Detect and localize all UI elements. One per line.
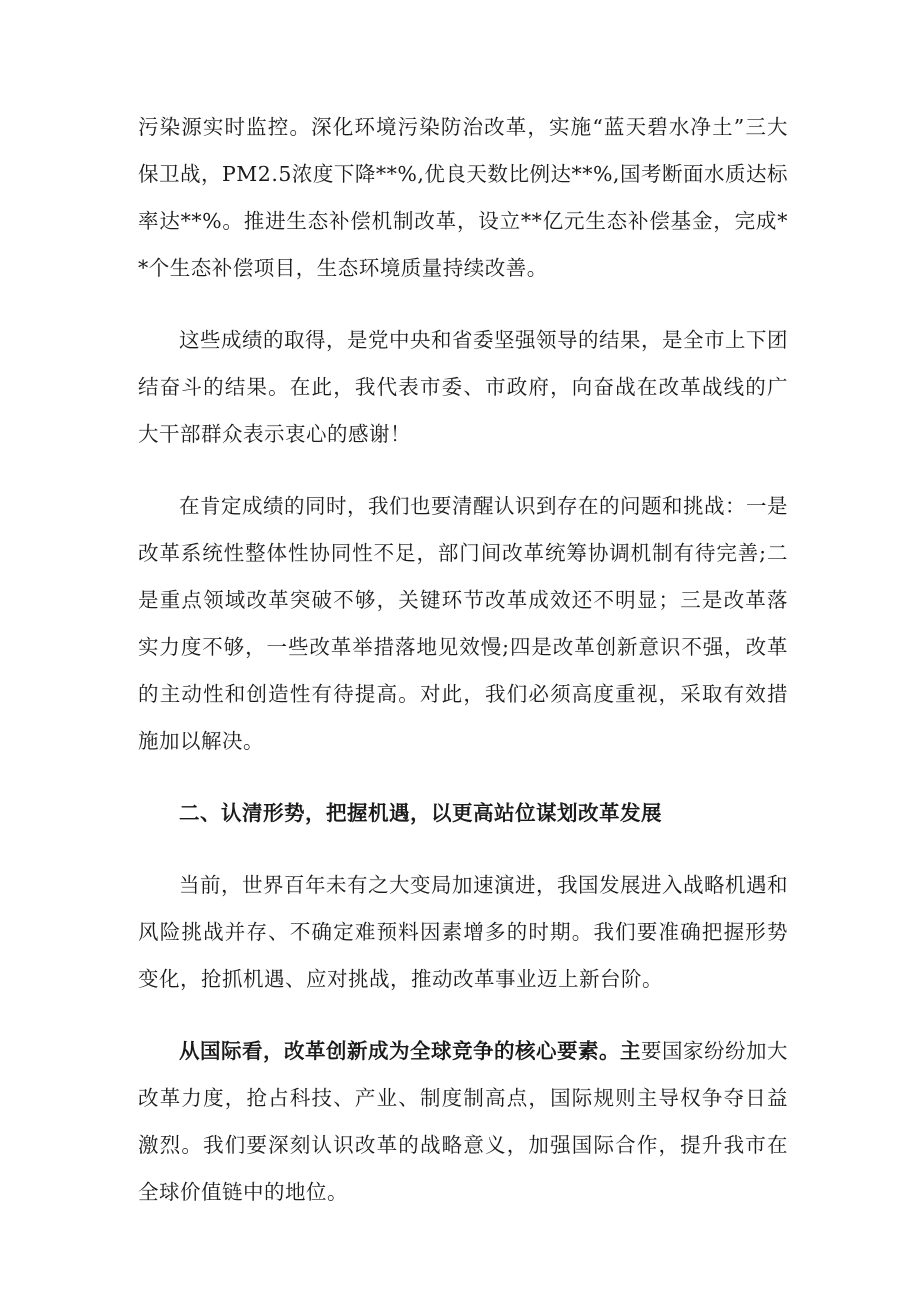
paragraph-body: 要国家纷纷加大改革力度，抢占科技、产业、制度制高点，国际规则主导权争夺日益激烈。我们要深刻认识改革的战略意义，加强国际合作，提升我市在全球价值链中的地位。	[138, 1039, 788, 1204]
document-page	[138, 104, 788, 1216]
section-heading-2: 二、认清形势，把握机遇，以更高站位谋划改革发展	[179, 801, 662, 825]
paragraph-problems-challenges: 在肯定成绩的同时，我们也要清醒认识到存在的问题和挑战：一是改革系统性整体性协同性不足，部门间改革统筹协调机制有待完善;二是重点领域改革突破不够，关键环节改革成效还不明显；三是改革落实力度不够，一些改革举措落地见效慢;四是改革创新意识不强，改革的主动性和创造性有待提高。对此，我们必须高度重视，采取有效措施加以解决。	[138, 494, 788, 753]
paragraph-current-situation: 当前，世界百年未有之大变局加速演进，我国发展进入战略机遇和风险挑战并存、不确定难预料因素增多的时期。我们要准确把握形势变化，抢抓机遇、应对挑战，推动改革事业迈上新台阶。	[138, 873, 788, 991]
paragraph-pollution-control: 污染源实时监控。深化环境污染防治改革，实施“蓝天碧水净土”三大保卫战，PM2.5浓度下降**%,优良天数比例达**%,国考断面水质达标率达**%。推进生态补偿机制改革，设立**亿元生态补偿基金，完成**个生态补偿项目，生态环境质量持续改善。	[138, 115, 788, 280]
paragraph-lead-bold: 从国际看，改革创新成为全球竞争的核心要素。主	[179, 1039, 641, 1063]
paragraph-achievements-thanks: 这些成绩的取得，是党中央和省委坚强领导的结果，是全市上下团结奋斗的结果。在此，我代表市委、市政府，向奋战在改革战线的广大干部群众表示衷心的感谢！	[138, 328, 788, 446]
paragraph-international-view	[138, 1028, 788, 1216]
